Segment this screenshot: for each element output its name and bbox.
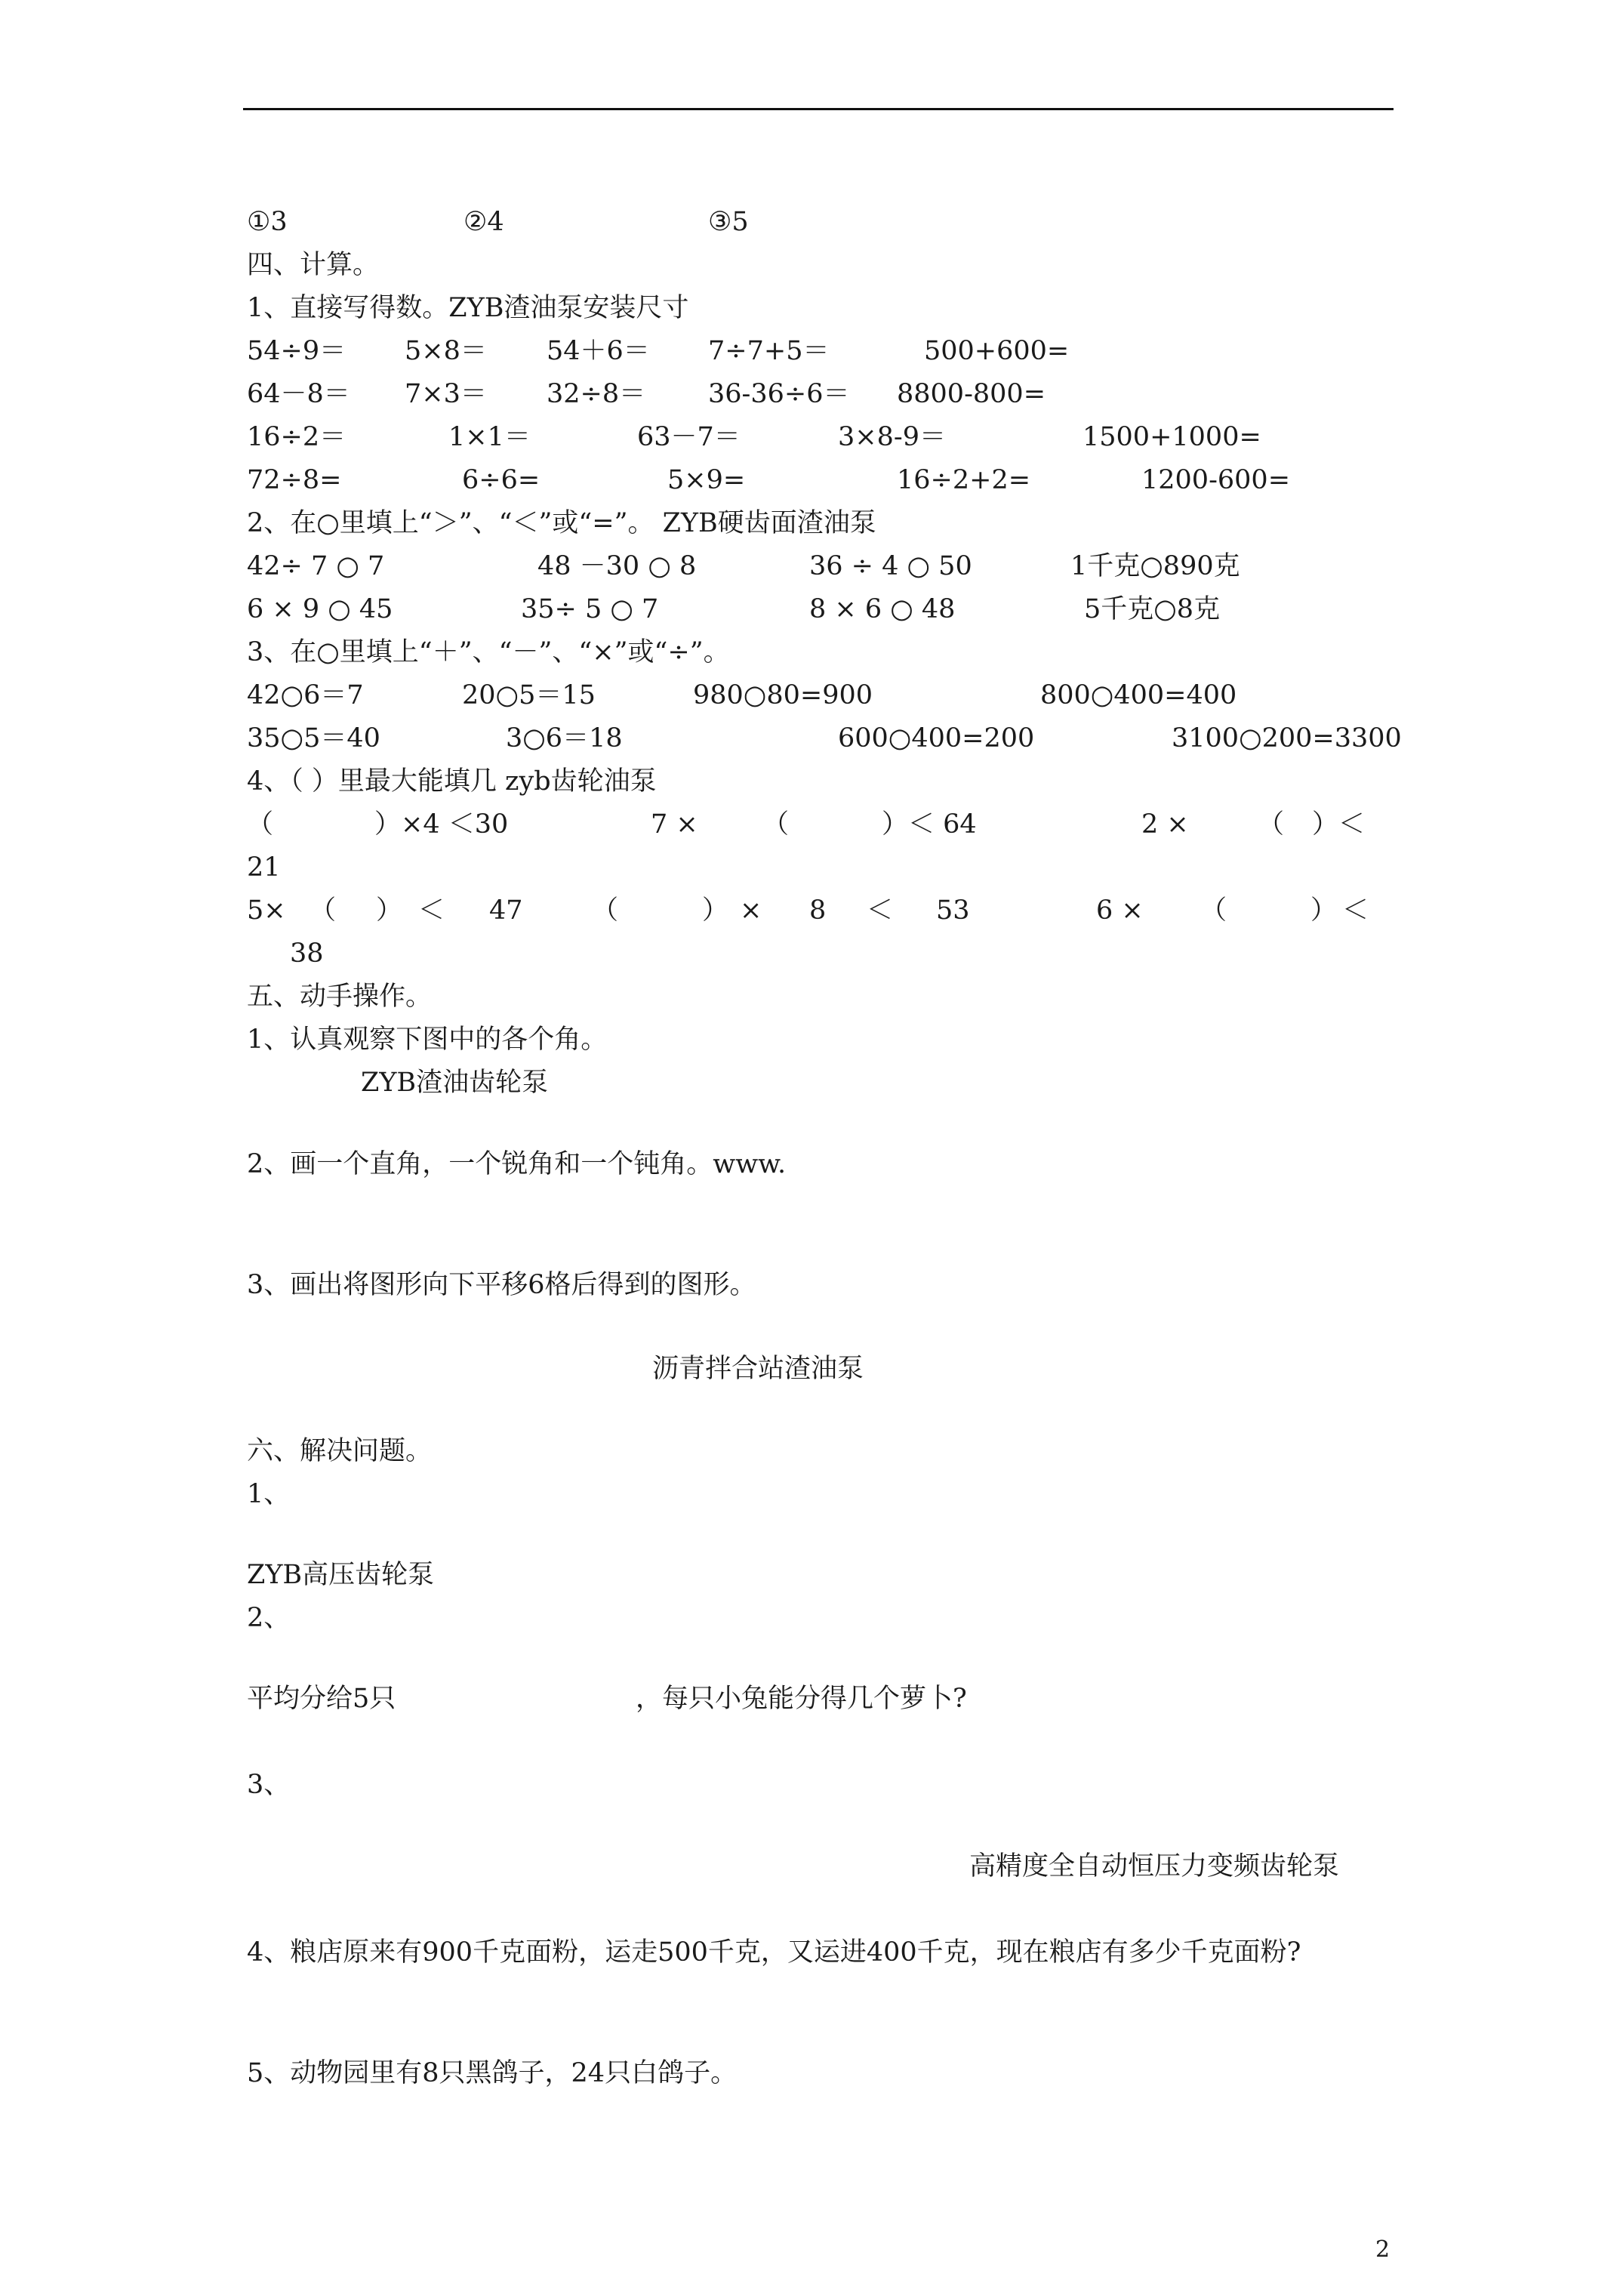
q4-r1-part-3: ）＜ 64 (882, 809, 977, 840)
q1-r4-c1: 72÷8= (247, 465, 342, 495)
q4-r1-paren-open-3: （ (1258, 809, 1285, 840)
s6-q4: 4、粮店原来有900千克面粉，运走500千克，又运进400千克，现在粮店有多少千克面粉? (247, 1937, 1301, 1968)
q4-r1-part-1: ）×4 ＜30 (374, 809, 509, 840)
q4-r1-part-4: 2 × (1141, 809, 1189, 840)
s6-q3: 3、 (247, 1770, 291, 1800)
q4-r1-paren-open-1: （ (247, 809, 274, 840)
s5-q2: 2、画一个直角，一个锐角和一个钝角。www. (247, 1149, 787, 1179)
option-1: ①3 (247, 207, 288, 237)
q4-r1-part-2: 7 × (651, 809, 698, 840)
q4-title: 4、（ ）里最大能填几 zyb齿轮油泵 (247, 766, 657, 797)
section-4-title: 四、计算。 (247, 250, 380, 280)
q1-r1-c3: 54＋6＝ (547, 336, 650, 366)
q4-r2-t2: （ (310, 895, 337, 926)
q4-r2-t11: 53 (936, 895, 970, 926)
s6-q5: 5、动物园里有8只黑鸽子，24只白鸽子。 (247, 2058, 738, 2088)
q1-r2-c2: 7×3＝ (405, 379, 487, 409)
option-3: ③5 (708, 207, 749, 237)
s6-q1-sub: ZYB高压齿轮泵 (247, 1560, 435, 1590)
q2-r2-c3: 8 × 6 ○ 48 (809, 594, 956, 624)
s5-q1: 1、认真观察下图中的各个角。 (247, 1025, 608, 1055)
s6-q1: 1、 (247, 1479, 291, 1509)
q4-r2-t9: 8 (809, 895, 827, 926)
s5-q3: 3、画出将图形向下平移6格后得到的图形。 (247, 1270, 756, 1300)
q4-r2-t15: ＜ (1342, 895, 1369, 926)
s5-q1-sub: ZYB渣油齿轮泵 (361, 1068, 549, 1098)
q1-r4-c3: 5×9= (667, 465, 746, 495)
s6-q2-part-a: 平均分给5只 (247, 1684, 396, 1714)
q3-r1-c4: 800○400=400 (1040, 680, 1237, 710)
q1-title: 1、直接写得数。ZYB渣油泵安装尺寸 (247, 293, 689, 323)
q2-r1-c1: 42÷ 7 ○ 7 (247, 551, 385, 581)
q3-r1-c3: 980○80=900 (693, 680, 873, 710)
q1-r2-c3: 32÷8＝ (547, 379, 646, 409)
q4-r1-part-5: ）＜ (1312, 809, 1366, 840)
q1-r3-c3: 63－7＝ (637, 422, 741, 452)
q1-r4-c2: 6÷6= (462, 465, 540, 495)
q3-r2-c4: 3100○200=3300 (1172, 723, 1402, 754)
q3-r1-c2: 20○5＝15 (462, 680, 596, 710)
q4-r2-t4: ＜ (418, 895, 445, 926)
q4-r2-t1: 5× (247, 895, 286, 926)
q1-r2-c4: 36-36÷6＝ (708, 379, 850, 409)
s6-q3-sub: 高精度全自动恒压力变频齿轮泵 (969, 1851, 1340, 1881)
q4-r2-t3: ） (376, 895, 403, 926)
q4-r2-t8: × (740, 895, 762, 926)
q4-r1-wrap: 21 (247, 852, 281, 883)
q1-r1-c2: 5×8＝ (405, 336, 487, 366)
q4-r2-t7: ） (702, 895, 729, 926)
q1-r4-c5: 1200-600= (1141, 465, 1291, 495)
q4-r2-wrap: 38 (290, 938, 324, 969)
q1-r1-c4: 7÷7+5＝ (708, 336, 830, 366)
q1-r3-c2: 1×1＝ (448, 422, 531, 452)
q2-r1-c4: 1千克○890克 (1070, 551, 1240, 581)
q4-r2-t12: 6 × (1096, 895, 1144, 926)
q2-r1-c2: 48 －30 ○ 8 (537, 551, 697, 581)
q1-r2-c5: 8800-800= (897, 379, 1046, 409)
q4-r1-paren-open-2: （ (762, 809, 790, 840)
q1-r3-c1: 16÷2＝ (247, 422, 346, 452)
s6-q2: 2、 (247, 1603, 291, 1633)
q1-r2-c1: 64－8＝ (247, 379, 350, 409)
section-5-title: 五、动手操作。 (247, 982, 433, 1012)
q4-r2-t13: （ (1200, 895, 1227, 926)
q1-r1-c5: 500+600= (924, 336, 1070, 366)
q2-r2-c1: 6 × 9 ○ 45 (247, 594, 393, 624)
q2-title: 2、在○里填上“＞”、“＜”或“=”。 ZYB硬齿面渣油泵 (247, 508, 876, 538)
q1-r1-c1: 54÷9＝ (247, 336, 346, 366)
q1-r4-c4: 16÷2+2= (897, 465, 1031, 495)
q3-r2-c1: 35○5＝40 (247, 723, 380, 754)
s6-q2-part-b: ，每只小兔能分得几个萝卜? (636, 1684, 967, 1714)
q2-r2-c2: 35÷ 5 ○ 7 (521, 594, 659, 624)
header-rule (243, 108, 1394, 110)
s5-q3-sub: 沥青拌合站渣油泵 (652, 1354, 864, 1384)
q3-r2-c3: 600○400=200 (838, 723, 1035, 754)
page-number: 2 (1375, 2236, 1390, 2263)
option-2: ②4 (463, 207, 504, 237)
q2-r2-c4: 5千克○8克 (1084, 594, 1221, 624)
q4-r2-t6: （ (592, 895, 619, 926)
q3-title: 3、在○里填上“＋”、“－”、“×”或“÷”。 (247, 637, 730, 667)
q4-r2-t5: 47 (489, 895, 523, 926)
q2-r1-c3: 36 ÷ 4 ○ 50 (809, 551, 972, 581)
q3-r2-c2: 3○6＝18 (506, 723, 623, 754)
q1-r3-c4: 3×8-9＝ (838, 422, 946, 452)
section-6-title: 六、解决问题。 (247, 1436, 433, 1466)
q4-r2-t14: ） (1310, 895, 1338, 926)
q4-r2-t10: ＜ (867, 895, 894, 926)
q1-r3-c5: 1500+1000= (1083, 422, 1261, 452)
q3-r1-c1: 42○6＝7 (247, 680, 364, 710)
